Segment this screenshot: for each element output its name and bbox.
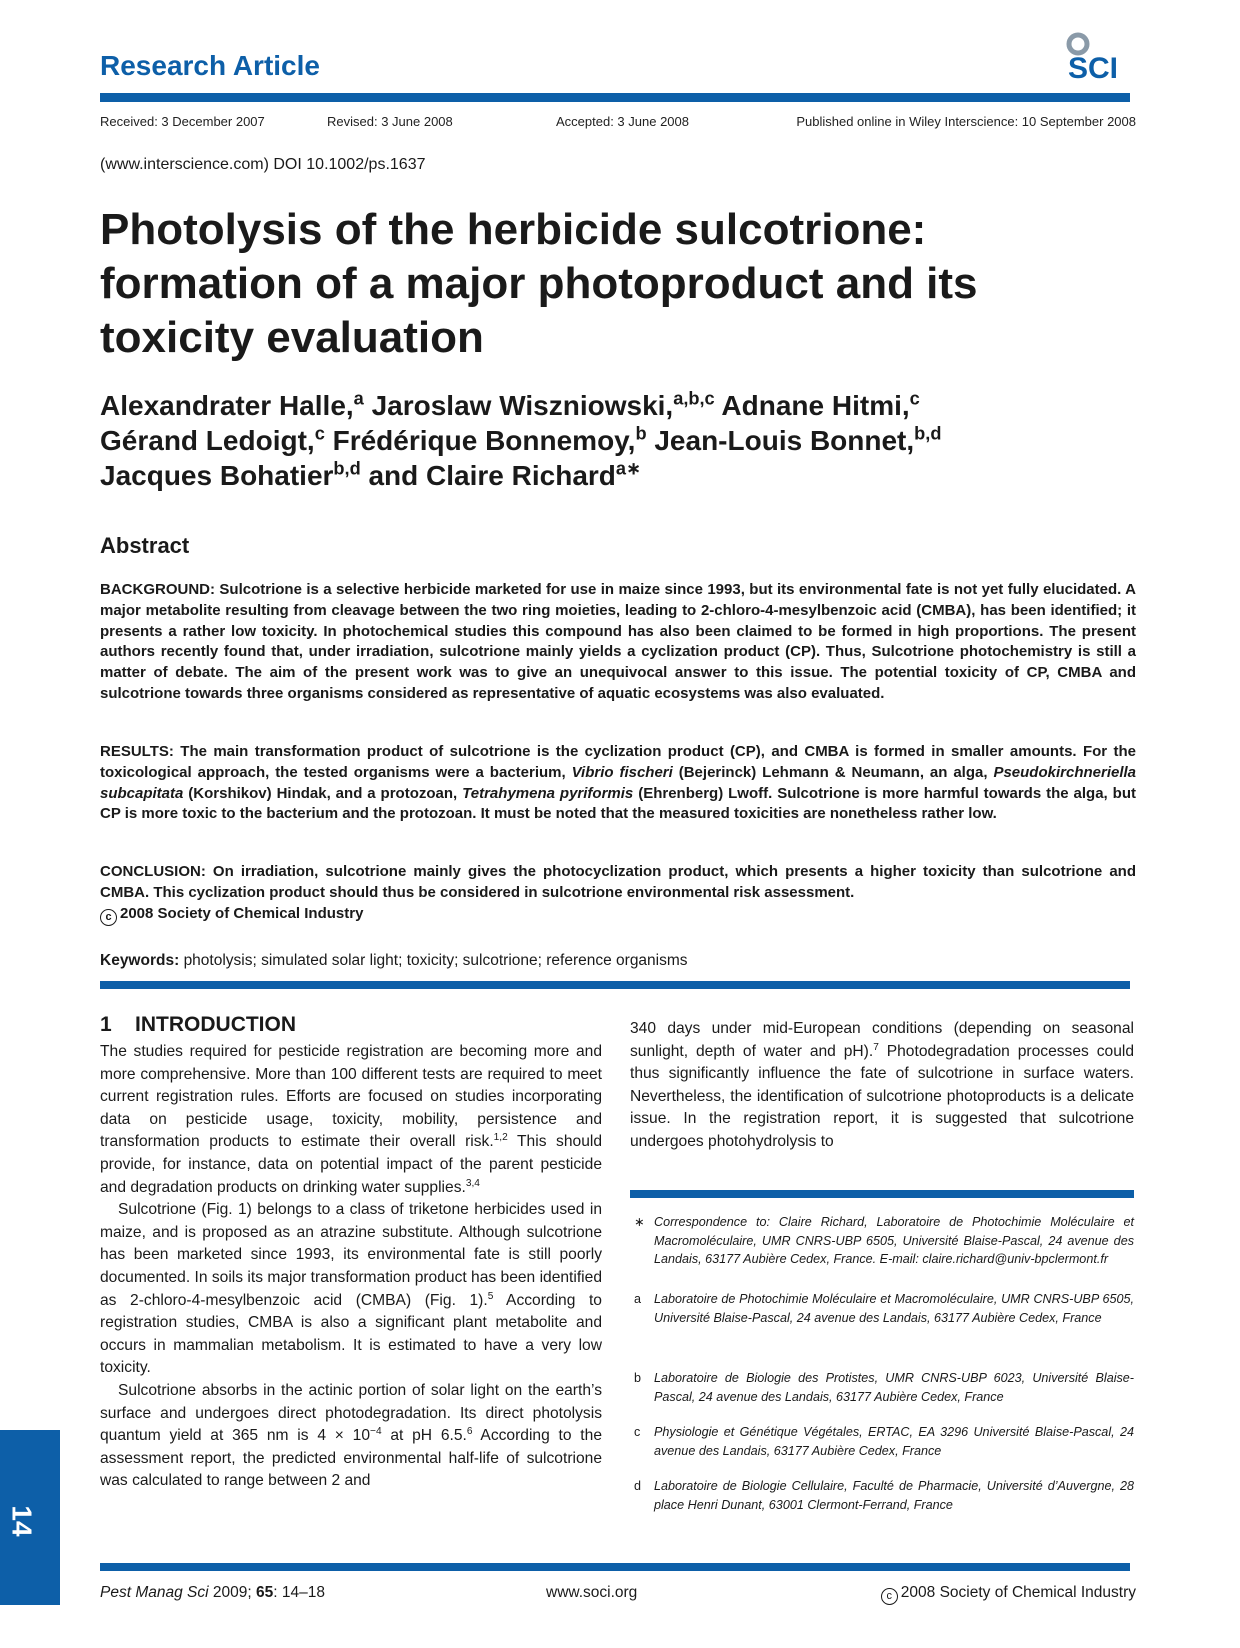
author-affiliation: b,d [333,458,361,479]
copyright-icon: c [881,1588,898,1605]
intro-right-column: 340 days under mid-European conditions (depending on seasonal sunlight, depth of water and pH).$^7$ Photodegradation processes could thus significantly influence the fate of sulcotrione in surface waters. Nevertheless, the identification of sulcotrione photoproducts is a delicate issue. In the registration report, it is suggested that sulcotrione undergoes photohydrolysis to [630,1020,1134,1150]
abstract-copyright: 2008 Society of Chemical Industry [120,904,364,922]
section-rule [100,981,1130,989]
copyright-icon: c [100,909,117,926]
results-text: The main transformation product of sulcotrione is the cyclization product (CP), and CMBA is formed in smaller amounts. For the toxicological approach, the tested organisms were a bacterium, [100,743,1136,781]
abstract-heading: Abstract [100,533,190,558]
intro-left-column [100,1041,602,1493]
citation[interactable]: 1,2 [493,1132,508,1144]
citation[interactable]: 6 [466,1425,473,1437]
section-number: 1 [100,1013,112,1036]
keywords-label: Keywords: [100,952,180,969]
results-text: (Ehrenberg) Lwoff. Sulcotrione is more harmful towards the alga, but CP is more toxic to the bacterium and the protozoan. It must be noted that the measured toxicities are nonetheless rather low. [100,784,1136,823]
logo-text: SCI [1068,52,1119,82]
title-line: toxicity evaluation [100,313,484,362]
author-affiliation: c [909,388,920,409]
title-line: formation of a major photoproduct and its [100,259,978,308]
footnote-mark: d [634,1479,642,1493]
footnote-affiliation-a [634,1290,1134,1327]
footnote-correspondence [634,1213,1134,1269]
footnote-mark: ∗ [634,1215,645,1229]
author-affiliation: c [314,423,325,444]
author-name: Gérand Ledoigt, [100,425,315,456]
citation[interactable]: 3,4 [465,1177,480,1189]
footnote-text: Correspondence to: Claire Richard, Laboratoire de Photochimie Moléculaire et Macromoléculaire, UMR CNRS-UBP 6505, Université Blaise-Pascal, 24 avenue des Landais, 63177 Aubière Cedex, France. E-mail: claire.richard@univ-bpclermont.fr [654,1215,1134,1266]
section-label: Research Article [100,50,320,81]
intro-heading [100,1013,296,1037]
author-affiliation: a [353,388,364,409]
species-name: Pseudokirchneriella subcapitata [100,763,1137,802]
footer-website[interactable]: www.soci.org [546,1584,638,1601]
title-line: Photolysis of the herbicide sulcotrione: [100,205,927,254]
footer-copyright: c 2008 Society of Chemical Industry [881,1584,1136,1605]
author-affiliation: b,d [914,423,942,444]
author-affiliation: b [635,423,647,444]
author-list [100,388,1140,493]
keywords-text: photolysis; simulated solar light; toxicity; sulcotrione; reference organisms [183,952,688,969]
footer-rule [100,1563,1130,1571]
paragraph: Sulcotrione (Fig. 1) belongs to a class of triketone herbicides used in maize, and is proposed as an atrazine substitute. Although sulcotrione has been marketed since 1993, its environmental fate is still poorly documented. In soils its major transformation product has been identified as 2-chloro-4-mesylbenzoic acid (CMBA) (Fig. 1).$^5$ According to registration studies, CMBA is also a significant plant metabolite and occurs in mammalian metabolism. It is estimated to have a very low toxicity. [100,1201,602,1377]
background-text: Sulcotrione is a selective herbicide marketed for use in maize since 1993, but its environmental fate is not yet fully elucidated. A major metabolite resulting from cleavage between the two ring moieties, leading to 2-chloro-4-mesylbenzoic acid (CMBA), has been identified; it presents a rather low toxicity. In photochemical studies this compound has also been claimed to be formed in high proportions. The present authors recently found that, under irradiation, sulcotrione mainly yields a cyclization product (CP). Thus, Sulcotrione photochemistry is still a matter of debate. The aim of the present work was to give an unequivocal answer to this issue. The potential toxicity of CP, CMBA and sulcotrione towards three organisms considered as representative of aquatic ecosystems was also evaluated. [100,581,1137,702]
footnote-text: Laboratoire de Biologie des Protistes, UMR CNRS-UBP 6023, Université Blaise-Pascal, 24 avenue des Landais, 63177 Aubière Cedex, France [654,1371,1134,1404]
journal-name: Pest Manag Sci [100,1584,209,1601]
author-affiliation: a∗ [615,458,642,479]
results-text: (Bejerinck) Lehmann & Neumann, an alga, [678,763,988,781]
sci-logo [1060,30,1140,82]
author-name: Jaroslaw Wiszniowski, [371,390,674,421]
footnote-text: Laboratoire de Biologie Cellulaire, Faculté de Pharmacie, Université d’Auvergne, 28 place Henri Dunant, 63001 Clermont-Ferrand, France [654,1479,1134,1512]
paragraph: Sulcotrione absorbs in the actinic portion of solar light on the earth’s surface and undergoes direct photodegradation. Its direct photolysis quantum yield at 365 nm is $4 \times 10^{-4}$ at pH 6.5.$^6$ According to the assessment report, the predicted environmental half-life of sulcotrione was calculated to range between 2 and [100,1381,602,1490]
footnote-affiliation-c [634,1423,1134,1460]
footnote-mark: c [634,1425,641,1439]
species-name: Vibrio fischeri [571,763,673,781]
citation-footer: Pest Manag Sci 2009; 65: 14–18 [100,1584,325,1601]
author-name: Jean-Louis Bonnet, [654,425,915,456]
author-name: and Claire Richard [368,460,616,491]
doi[interactable]: (www.interscience.com) DOI 10.1002/ps.1637 [100,156,426,173]
keywords [100,952,688,970]
citation[interactable]: 5 [487,1290,494,1302]
volume: 65 [255,1584,274,1601]
footnote-mark: b [634,1371,642,1385]
accepted-date: Accepted: 3 June 2008 [556,114,689,129]
author-name: Adnane Hitmi, [721,390,910,421]
exponent: −4 [370,1425,382,1437]
top-rule [100,93,1130,102]
species-name: Tetrahymena pyriformis [462,784,634,802]
abstract-conclusion [100,862,1136,926]
background-label: BACKGROUND: [100,581,215,598]
footnote-text: Laboratoire de Photochimie Moléculaire et Macromoléculaire, UMR CNRS-UBP 6505, Université Blaise-Pascal, 24 avenue des Landais, 63177 Aubière Cedex, France [654,1292,1134,1325]
conclusion-text: On irradiation, sulcotrione mainly gives the photocyclization product, which presents a higher toxicity than sulcotrione and CMBA. This cyclization product should thus be considered in sulcotrione environmental risk assessment. [100,863,1136,901]
author-name: Frédérique Bonnemoy, [332,425,636,456]
author-affiliation: a,b,c [673,388,715,409]
paragraph: The studies required for pesticide registration are becoming more and more comprehensive. More than 100 different tests are required to meet current registration rules. Efforts are focused on studies incorporating data on pesticide usage, toxicity, mobility, persistence and transformation products to estimate their overall risk.$^{1,2}$ This should provide, for instance, data on potential impact of the parent pesticide and degradation products on drinking water supplies.$^{3,4}$ [100,1043,603,1196]
conclusion-label: CONCLUSION: [100,863,206,880]
footnote-rule [630,1190,1134,1198]
results-text: (Korshikov) Hindak, and a protozoan, [188,784,458,802]
footnote-affiliation-b [634,1369,1134,1406]
article-title [100,203,1140,365]
received-date: Received: 3 December 2007 [100,114,265,129]
footnote-mark: a [634,1292,642,1306]
section-title: INTRODUCTION [135,1013,297,1036]
results-label: RESULTS: [100,743,174,760]
page-number: 14 [6,1505,38,1537]
published-date: Published online in Wiley Interscience: 10 September 2008 [796,114,1136,129]
citation[interactable]: 7 [873,1041,879,1053]
footnote-text: Physiologie et Génétique Végétales, ERTAC, EA 3296 Université Blaise-Pascal, 24 avenue des Landais, 63177 Aubière Cedex, France [654,1425,1134,1458]
author-name: Alexandrater Halle, [100,390,354,421]
abstract-results [100,742,1136,825]
abstract-background [100,580,1136,705]
revised-date: Revised: 3 June 2008 [327,114,453,129]
author-name: Jacques Bohatier [100,460,334,491]
footnote-affiliation-d [634,1477,1134,1514]
